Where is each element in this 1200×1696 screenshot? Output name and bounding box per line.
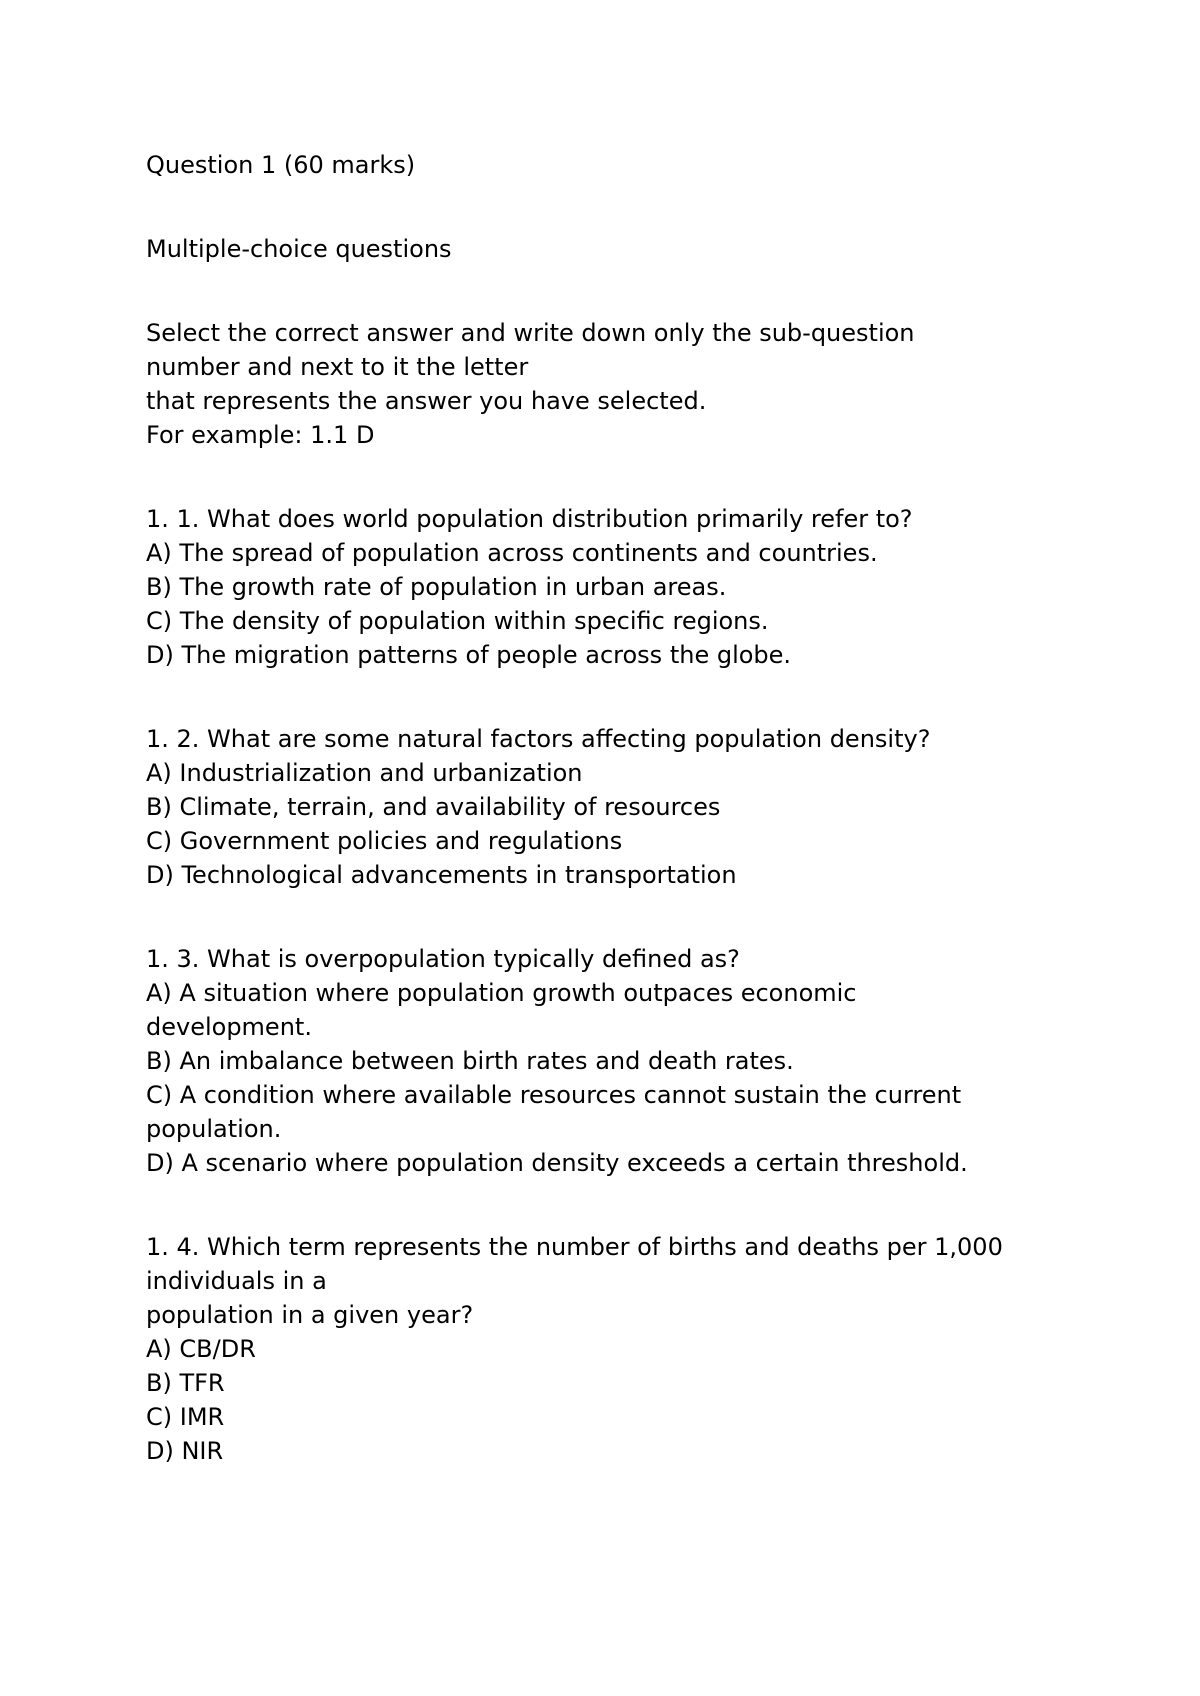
spacer xyxy=(146,266,1146,316)
question-block xyxy=(146,722,1146,892)
instruction-line: Select the correct answer and write down only the sub-question xyxy=(146,319,915,347)
instruction-line: number and next to it the letter xyxy=(146,353,529,381)
answer-option-d: D) A scenario where population density exceeds a certain threshold. xyxy=(146,1149,968,1177)
question-prompt: 1. 2. What are some natural factors affecting population density? xyxy=(146,725,931,753)
instructions xyxy=(146,316,1146,452)
answer-option-a: A) CB/DR xyxy=(146,1335,256,1363)
question-prompt: 1. 1. What does world population distribution primarily refer to? xyxy=(146,505,913,533)
answer-option-c: C) A condition where available resources cannot sustain the current xyxy=(146,1081,962,1109)
question-prompt-continued: individuals in a xyxy=(146,1267,327,1295)
question-prompt: 1. 3. What is overpopulation typically defined as? xyxy=(146,945,740,973)
answer-option-c: C) Government policies and regulations xyxy=(146,827,623,855)
section-subtitle: Multiple-choice questions xyxy=(146,235,452,263)
spacer xyxy=(146,452,1146,502)
answer-option-b: B) TFR xyxy=(146,1369,225,1397)
question-title: Question 1 (60 marks) xyxy=(146,151,416,179)
answer-option-b: B) Climate, terrain, and availability of resources xyxy=(146,793,721,821)
question-block xyxy=(146,1230,1146,1468)
answer-option-b: B) An imbalance between birth rates and death rates. xyxy=(146,1047,794,1075)
question-block xyxy=(146,942,1146,1180)
spacer xyxy=(146,1180,1146,1230)
document-page xyxy=(146,148,1146,1468)
question-prompt: 1. 4. Which term represents the number of births and deaths per 1,000 xyxy=(146,1233,1003,1261)
answer-option-a: A) The spread of population across continents and countries. xyxy=(146,539,878,567)
question-block xyxy=(146,502,1146,672)
answer-option-d: D) NIR xyxy=(146,1437,224,1465)
spacer xyxy=(146,182,1146,232)
answer-option-a: A) Industrialization and urbanization xyxy=(146,759,583,787)
answer-option-d: D) The migration patterns of people across the globe. xyxy=(146,641,792,669)
spacer xyxy=(146,892,1146,942)
answer-option-d: D) Technological advancements in transportation xyxy=(146,861,737,889)
answer-option-a-continued: development. xyxy=(146,1013,312,1041)
answer-option-a: A) A situation where population growth outpaces economic xyxy=(146,979,857,1007)
spacer xyxy=(146,672,1146,722)
answer-option-c-continued: population. xyxy=(146,1115,282,1143)
answer-option-c: C) IMR xyxy=(146,1403,225,1431)
instruction-example: For example: 1.1 D xyxy=(146,421,375,449)
instruction-line: that represents the answer you have selected. xyxy=(146,387,707,415)
question-prompt-continued: population in a given year? xyxy=(146,1301,474,1329)
answer-option-b: B) The growth rate of population in urban areas. xyxy=(146,573,727,601)
answer-option-c: C) The density of population within specific regions. xyxy=(146,607,769,635)
